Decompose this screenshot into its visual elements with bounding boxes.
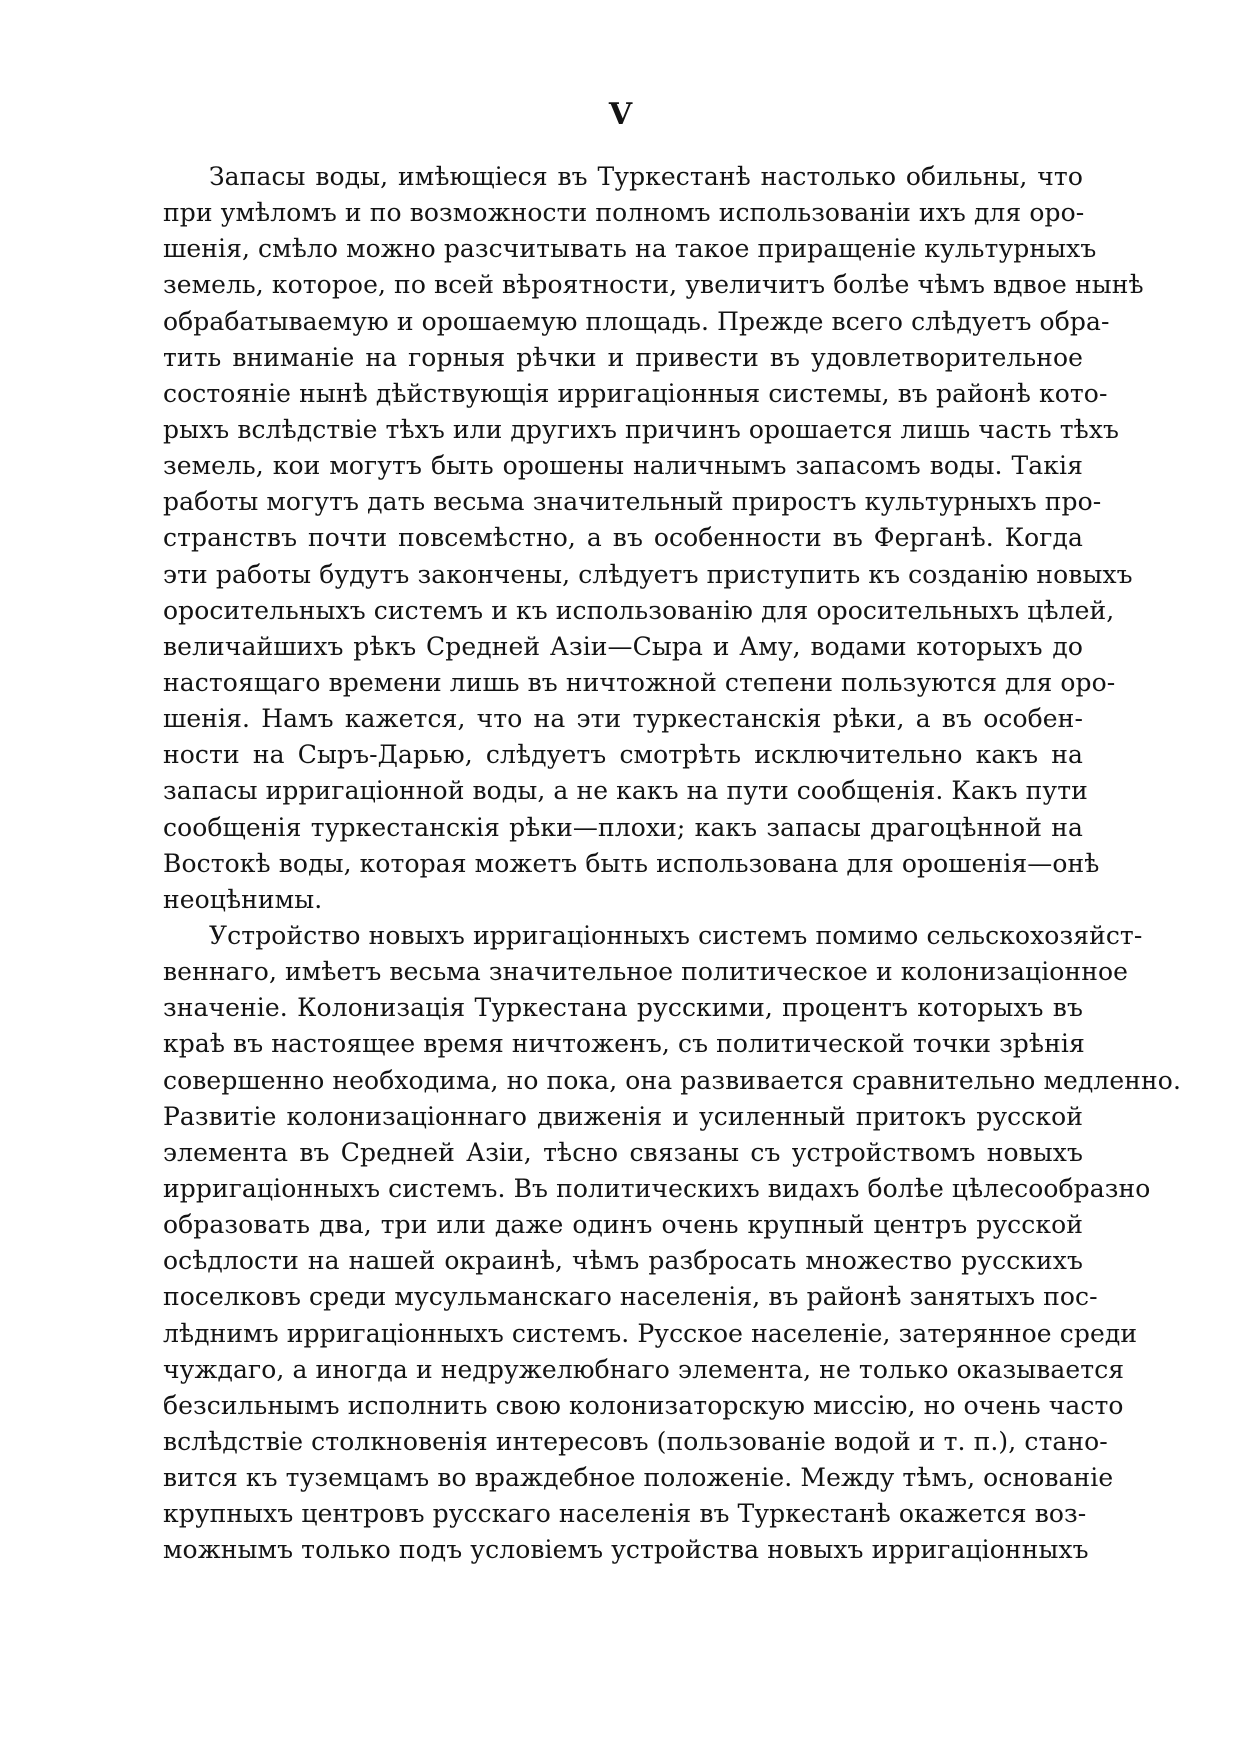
text-line: эти работы будутъ закончены, слѣдуетъ приступить къ созданію новыхъ bbox=[163, 559, 1133, 589]
text-line: краѣ въ настоящее время ничтоженъ, съ политической точки зрѣнія bbox=[163, 1029, 1085, 1059]
text-line: странствъ почти повсемѣстно, а въ особенности въ Ферганѣ. Когда bbox=[163, 523, 1083, 553]
text-line: земель, кои могутъ быть орошены наличнымъ запасомъ воды. Такія bbox=[163, 451, 1083, 481]
text-line: поселковъ среди мусульманскаго населенія, въ районѣ занятыхъ пос- bbox=[163, 1282, 1098, 1312]
text-line: вслѣдствіе столкновенія интересовъ (пользованіе водой и т. п.), стано- bbox=[163, 1426, 1108, 1456]
text-line: осѣдлости на нашей окраинѣ, чѣмъ разбросать множество русскихъ bbox=[163, 1246, 1083, 1276]
text-line: Востокѣ воды, которая можетъ быть использована для орошенія—онѣ bbox=[163, 848, 1100, 878]
text-line: чуждаго, а иногда и недружелюбнаго элемента, не только оказывается bbox=[163, 1354, 1125, 1384]
text-line: крупныхъ центровъ русскаго населенія въ Туркестанѣ окажется воз- bbox=[163, 1499, 1087, 1529]
text-line: образовать два, три или даже одинъ очень крупный центръ русской bbox=[163, 1210, 1083, 1240]
text-line: земель, которое, по всей вѣроятности, увеличитъ болѣе чѣмъ вдвое нынѣ bbox=[163, 270, 1144, 300]
text-line: шенія. Намъ кажется, что на эти туркестанскія рѣки, а въ особен- bbox=[163, 704, 1083, 734]
text-line: Развитіе колонизаціоннаго движенія и усиленный притокъ русской bbox=[163, 1101, 1083, 1131]
text-line: значеніе. Колонизація Туркестана русскими, процентъ которыхъ въ bbox=[163, 993, 1083, 1023]
text-line: запасы ирригаціонной воды, а не какъ на пути сообщенія. Какъ пути bbox=[163, 776, 1088, 806]
text-line: вится къ туземцамъ во враждебное положеніе. Между тѣмъ, основаніе bbox=[163, 1463, 1114, 1493]
page-number: V bbox=[608, 97, 633, 132]
text-line: веннаго, имѣетъ весьма значительное политическое и колонизаціонное bbox=[163, 957, 1129, 987]
text-line: величайшихъ рѣкъ Средней Азіи—Сыра и Аму, водами которыхъ до bbox=[163, 631, 1083, 661]
text-line: настоящаго времени лишь въ ничтожной степени пользуются для оро- bbox=[163, 667, 1116, 697]
text-line: работы могутъ дать весьма значительный приростъ культурныхъ про- bbox=[163, 487, 1102, 517]
text-line: при умѣломъ и по возможности полномъ использованіи ихъ для оро- bbox=[163, 198, 1085, 228]
text-line: шенія, смѣло можно разсчитывать на такое приращеніе культурныхъ bbox=[163, 234, 1097, 264]
text-line: сообщенія туркестанскія рѣки—плохи; какъ запасы драгоцѣнной на bbox=[163, 812, 1083, 842]
text-line: тить вниманіе на горныя рѣчки и привести въ удовлетворительное bbox=[163, 342, 1083, 372]
text-line: ирригаціонныхъ системъ. Въ политическихъ видахъ болѣе цѣлесообразно bbox=[163, 1173, 1151, 1203]
text-line: оросительныхъ системъ и къ использованію для оросительныхъ цѣлей, bbox=[163, 595, 1115, 625]
text-line: Запасы воды, имѣющіеся въ Туркестанѣ настолько обильны, что bbox=[209, 162, 1083, 191]
text-line: ности на Сыръ-Дарью, слѣдуетъ смотрѣть исключительно какъ на bbox=[163, 740, 1083, 770]
text-line: обрабатываемую и орошаемую площадь. Прежде всего слѣдуетъ обра- bbox=[163, 306, 1110, 336]
text-line: можнымъ только подъ условіемъ устройства новыхъ ирригаціонныхъ bbox=[163, 1535, 1089, 1565]
text-line: Устройство новыхъ ирригаціонныхъ системъ помимо сельскохозяйст- bbox=[209, 920, 1143, 950]
text-line: рыхъ вслѣдствіе тѣхъ или другихъ причинъ орошается лишь часть тѣхъ bbox=[163, 414, 1120, 444]
body-text bbox=[163, 159, 1181, 1568]
text-line: состояніе нынѣ дѣйствующія ирригаціонныя системы, въ районѣ кото- bbox=[163, 378, 1108, 408]
text-line: лѣднимъ ирригаціонныхъ системъ. Русское населеніе, затерянное среди bbox=[163, 1318, 1138, 1348]
text-line: безсильнымъ исполнить свою колонизаторскую миссію, но очень часто bbox=[163, 1390, 1124, 1420]
text-line: неоцѣнимы. bbox=[163, 884, 323, 914]
text-line: совершенно необходима, но пока, она развивается сравнительно медленно. bbox=[163, 1065, 1181, 1095]
text-line: элемента въ Средней Азіи, тѣсно связаны съ устройствомъ новыхъ bbox=[163, 1137, 1083, 1167]
